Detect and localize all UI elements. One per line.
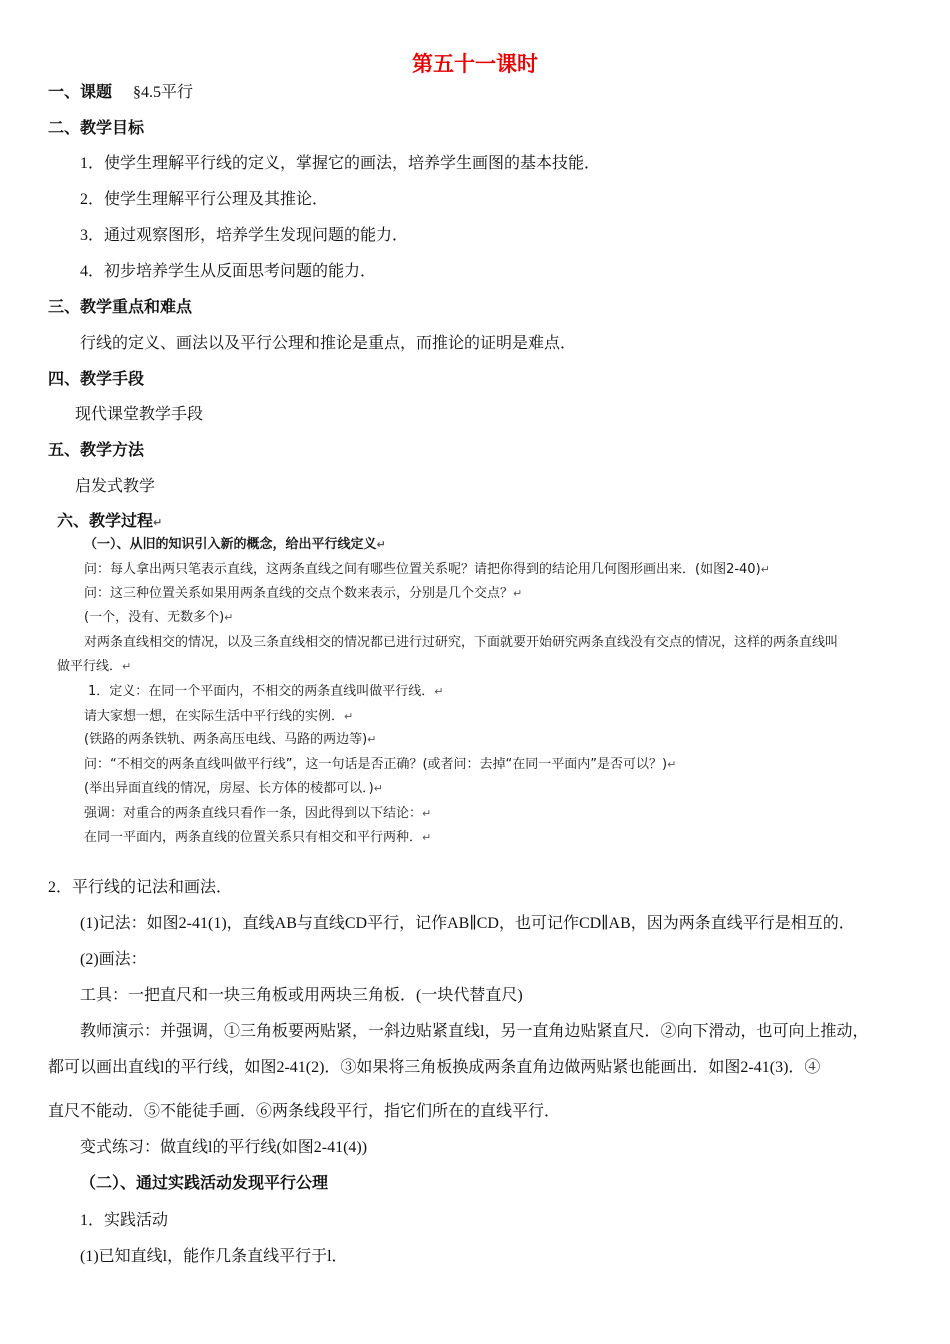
- scan-line: 对两条直线相交的情况，以及三条直线相交的情况都已进行过研究，下面就要开始研究两条直线没有交点的情况，这样的两条直线叫: [84, 635, 839, 650]
- section-5-text: 启发式教学: [75, 478, 156, 495]
- scan-line: (举出异面直线的情况，房屋、长方体的棱都可以．)↵: [84, 781, 383, 796]
- scan-heading: （一）、从旧的知识引入新的概念，给出平行线定义↵: [84, 537, 386, 552]
- paragraph: 工具：一把直尺和一块三角板或用两块三角板．(一块代替直尺): [80, 987, 523, 1004]
- paragraph: 教师演示：并强调，①三角板要两贴紧，一斜边贴紧直线l，另一直角边贴紧直尺．②向下滑动，也可向上推动，: [80, 1023, 869, 1040]
- paragraph: 1．实践活动: [80, 1212, 169, 1229]
- part-2-heading: （二）、通过实践活动发现平行公理: [80, 1173, 329, 1192]
- objective-item: 4．初步培养学生从反面思考问题的能力．: [80, 263, 377, 280]
- section-5-label: 五、教学方法: [48, 440, 145, 459]
- scan-line: 问：每人拿出两只笔表示直线，这两条直线之间有哪些位置关系呢？请把你得到的结论用几何图形画出来．(如图2-40)↵: [84, 562, 770, 577]
- section-4-text: 现代课堂教学手段: [75, 406, 204, 423]
- scan-line: 1．定义：在同一个平面内，不相交的两条直线叫做平行线．↵: [88, 684, 444, 699]
- scan-line: 问：“不相交的两条直线叫做平行线”，这一句话是否正确？(或者问：去掉“在同一平面内”是否可以？)↵: [84, 757, 677, 772]
- scan-line: 请大家想一想，在实际生活中平行线的实例．↵: [84, 709, 354, 724]
- section-2-label: 二、教学目标: [48, 118, 145, 137]
- paragraph: 变式练习：做直线l的平行线(如图2-41(4)): [80, 1139, 368, 1156]
- objective-item: 1．使学生理解平行线的定义，掌握它的画法，培养学生画图的基本技能．: [80, 155, 601, 172]
- paragraph: 都可以画出直线l的平行线，如图2-41(2)．③如果将三角板换成两条直角边做两贴紧也能画出．如图2-41(3)．④: [48, 1059, 821, 1076]
- section-1-value: §4.5平行: [133, 84, 194, 101]
- subsection-heading: 2．平行线的记法和画法．: [48, 879, 233, 896]
- section-4-label: 四、教学手段: [48, 369, 145, 388]
- scan-line: 做平行线．↵: [57, 659, 132, 674]
- section-1-label: 一、课题: [48, 82, 113, 101]
- scan-line: 强调：对重合的两条直线只看作一条，因此得到以下结论：↵: [84, 806, 432, 821]
- paragraph: (1)已知直线l，能作几条直线平行于l．: [80, 1248, 348, 1265]
- objective-item: 3．通过观察图形，培养学生发现问题的能力．: [80, 227, 409, 244]
- scan-line: 问：这三种位置关系如果用两条直线的交点个数来表示，分别是几个交点？↵: [84, 586, 523, 601]
- scan-line: 在同一平面内，两条直线的位置关系只有相交和平行两种．↵: [84, 830, 432, 845]
- objective-item: 2．使学生理解平行公理及其推论．: [80, 191, 329, 208]
- page-title: 第五十一课时: [412, 52, 538, 76]
- section-6-label: 六、教学过程↵: [57, 511, 163, 530]
- section-3-text: 行线的定义、画法以及平行公理和推论是重点，而推论的证明是难点．: [80, 335, 577, 352]
- scan-line: (一个，没有、无数多个)↵: [84, 610, 234, 625]
- paragraph: 直尺不能动．⑤不能徒手画．⑥两条线段平行，指它们所在的直线平行．: [48, 1103, 561, 1120]
- section-3-label: 三、教学重点和难点: [48, 297, 193, 316]
- paragraph: (2)画法：: [80, 951, 147, 968]
- scan-line: (铁路的两条铁轨、两条高压电线、马路的两边等)↵: [84, 732, 377, 747]
- paragraph: (1)记法：如图2-41(1)，直线AB与直线CD平行，记作AB∥CD，也可记作CD∥AB，因为两条直线平行是相互的．: [80, 915, 855, 932]
